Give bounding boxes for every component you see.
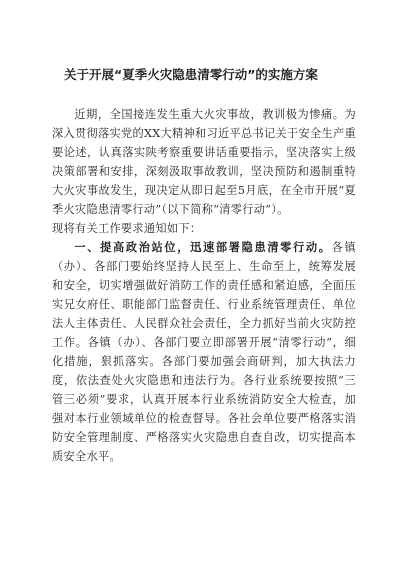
- section-1-body: 各镇（办）、各部门要始终坚持人民至上、生命至上，统筹发展和安全，切实增强做好消防工作的责任感和紧迫感，全面压实兄女府任、职能部门监督责任、行业系统管理责任、单位法人主体责任、人民群众社会责任，全力抓好当前火灾防控工作。各镇（办）、各部门要立即部署开展“清零行动”，细化措施，狠抓落实。各部门要加强会商研判，加大执法力度，依法查处火灾隐患和违法行为。各行业系统要按照“三管三必须”要求，认真开展本行业系统消防安全大检查，加强对本行业领域单位的检查督导。各社会单位要严格落实消防安全管理制度、严格落实火灾隐患自查自改，切实提高本质安全水平。: [52, 241, 356, 463]
- intro-closing-line: 现将有关工作要求通知如下：: [52, 222, 202, 235]
- intro-paragraph: 近期，全国接连发生重大火灾事故，教训极为惨痛。为深入贯彻落实党的XX大精神和习近平总书记关于安全生产重要论述，认真落实陕考察重要讲话重要指示，坚决落实上级决策部署和安排，深刻汲取事故教训，坚决预防和遏制重特大火灾事故发生，现决定从即日起至5月底，在全市开展“夏季火灾隐患清零行动”（以下简称“清零行动”）。: [52, 108, 356, 216]
- section-1-heading: 一、提高政治站位，迅速部署隐患清零行动。: [74, 241, 332, 254]
- document-title: 关于开展“夏季火灾隐患清零行动”的实施方案: [64, 67, 318, 82]
- section-1-paragraph: [52, 238, 356, 466]
